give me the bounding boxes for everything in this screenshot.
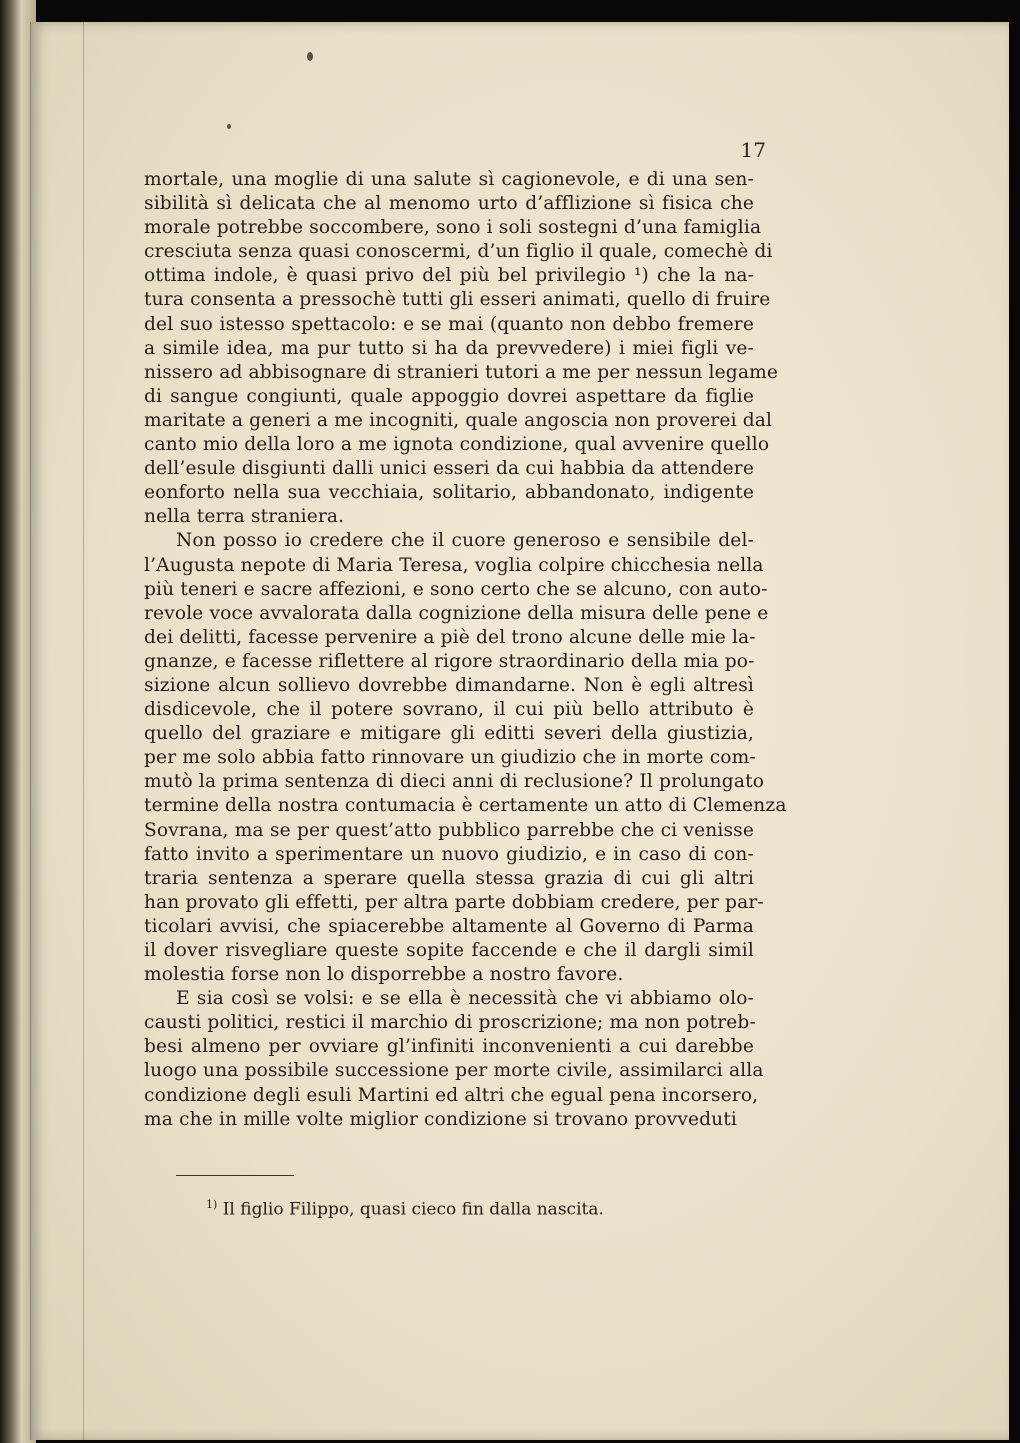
page-number: 17 — [740, 138, 766, 162]
binding-line — [83, 22, 84, 1440]
text-line: revole voce avvalorata dalla cognizione della misura delle pene e — [144, 602, 769, 624]
text-line: traria sentenza a sperare quella stessa grazia di cui gli altri — [144, 867, 754, 889]
text-line: sibilità sì delicata che al menomo urto d’afflizione sì fisica che — [144, 193, 754, 215]
ink-speck — [307, 52, 313, 61]
footnote-text: Il figlio Filippo, quasi cieco fin dalla nascita. — [222, 1199, 604, 1220]
body-text — [144, 168, 787, 1132]
text-line: per me solo abbia fatto rinnovare un giudizio che in morte com- — [144, 747, 756, 769]
text-line: sizione alcun sollievo dovrebbe dimandarne. Non è egli altresì — [144, 674, 754, 696]
text-line: a simile idea, ma pur tutto si ha da prevvedere) i miei figli ve- — [144, 337, 754, 359]
footnote-marker: 1) — [206, 1198, 218, 1211]
text-line: ticolari avvisi, che spiacerebbe altamente al Governo di Parma — [144, 915, 754, 937]
text-line: maritate a generi a me incogniti, quale angoscia non proverei dal — [144, 409, 773, 431]
text-line: il dover risvegliare queste sopite faccende e che il dargli simil — [144, 940, 754, 961]
text-line: causti politici, restici il marchio di proscrizione; ma non potreb- — [144, 1012, 756, 1034]
text-line: E sia così se volsi: e se ella è necessità che vi abbiamo olo- — [176, 988, 754, 1010]
text-line: nissero ad abbisognare di stranieri tutori a me per nessun legame — [144, 361, 779, 383]
text-line: termine della nostra contumacia è certamente un atto di Clemenza — [144, 795, 787, 817]
text-line: di sangue congiunti, quale appoggio dovrei aspettare da figlie — [144, 385, 754, 407]
ink-speck — [227, 124, 231, 129]
text-line: più teneri e sacre affezioni, e sono certo che se alcuno, con auto- — [144, 578, 768, 600]
text-line: Sovrana, ma se per quest’atto pubblico parrebbe che ci venisse — [144, 819, 754, 841]
text-line: tura consenta a pressochè tutti gli esseri animati, quello di fruire — [144, 289, 771, 311]
text-line: han provato gli effetti, per altra parte dobbiam credere, per par- — [144, 891, 764, 913]
text-line: mutò la prima sentenza di dieci anni di reclusione? Il prolungato — [144, 771, 765, 793]
text-line: besi almeno per ovviare gl’infiniti inconvenienti a cui darebbe — [144, 1036, 754, 1058]
text-line: quello del graziare e mitigare gli editti severi della giustizia, — [144, 723, 754, 745]
text-line: molestia forse non lo disporrebbe a nostro favore. — [144, 964, 624, 986]
text-line: Non posso io credere che il cuore generoso e sensibile del- — [176, 530, 754, 552]
text-line: ma che in mille volte miglior condizione si trovano provveduti — [144, 1108, 738, 1130]
text-line: cresciuta senza quasi conoscermi, d’un figlio il quale, comechè di — [144, 241, 773, 263]
text-line: ottima indole, è quasi privo del più bel privilegio ¹) che la na- — [144, 265, 754, 287]
text-line: eonforto nella sua vecchiaia, solitario, abbandonato, indigente — [144, 482, 754, 504]
text-line: mortale, una moglie di una salute sì cagionevole, e di una sen- — [144, 169, 754, 190]
text-line: morale potrebbe soccombere, sono i soli sostegni d’una famiglia — [144, 217, 762, 239]
footnote-rule — [176, 1175, 294, 1176]
text-line: canto mio della loro a me ignota condizione, qual avvenire quello — [144, 434, 770, 456]
text-line: dei delitti, facesse pervenire a piè del trono alcune delle mie la- — [144, 626, 756, 648]
text-line: nella terra straniera. — [144, 506, 345, 528]
footnote — [206, 1198, 604, 1220]
text-line: disdicevole, che il potere sovrano, il cui più bello attributo è — [144, 699, 754, 721]
text-line: luogo una possibile successione per morte civile, assimilarci alla — [144, 1060, 764, 1082]
text-line: del suo istesso spettacolo: e se mai (quanto non debbo fremere — [144, 313, 754, 335]
text-line: l’Augusta nepote di Maria Teresa, voglia colpire chicchesia nella — [144, 554, 764, 576]
text-line: condizione degli esuli Martini ed altri che egual pena incorsero, — [144, 1084, 759, 1106]
text-line: dell’esule disgiunti dalli unici esseri da cui habbia da attendere — [144, 458, 754, 480]
text-line: gnanze, e facesse riflettere al rigore straordinario della mia po- — [144, 650, 755, 672]
text-line: fatto invito a sperimentare un nuovo giudizio, e in caso di con- — [144, 843, 754, 865]
